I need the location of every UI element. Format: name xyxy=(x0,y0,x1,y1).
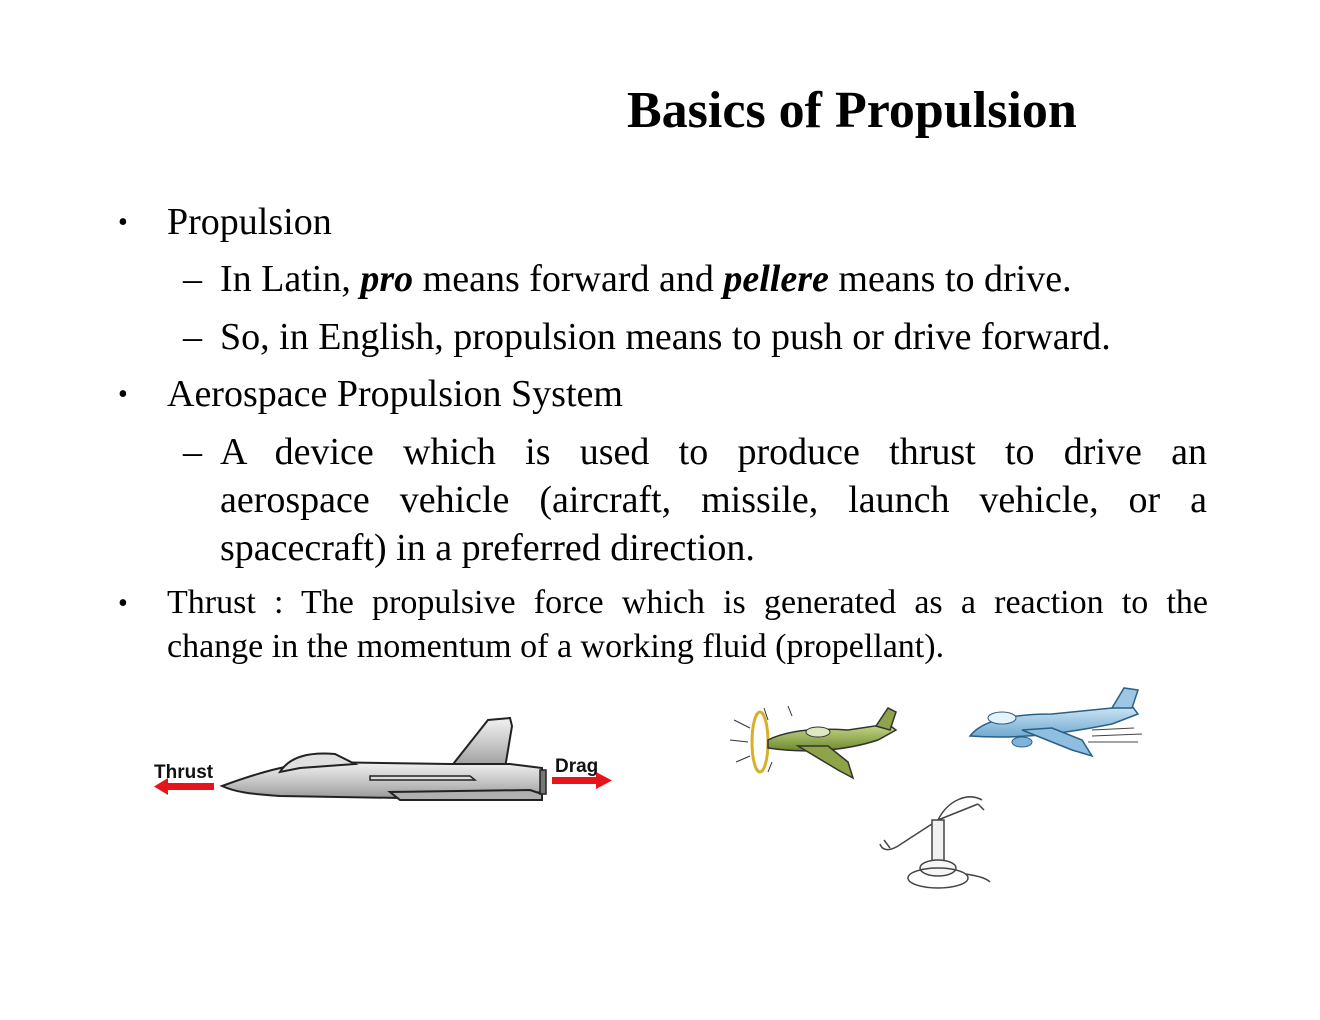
thrust-label: Thrust xyxy=(154,762,214,783)
sub-bullet-device-line2: aerospace vehicle (aircraft, missile, launch vehicle, or a xyxy=(220,479,1207,521)
jet-plane-icon xyxy=(962,684,1147,769)
dash-marker: – xyxy=(183,431,202,473)
bullet-thrust-line1: Thrust : The propulsive force which is generated as a reaction to the xyxy=(167,584,1208,621)
sub-bullet-english: So, in English, propulsion means to push or drive forward. xyxy=(220,316,1111,358)
sub-bullet-device-line3: spacecraft) in a preferred direction. xyxy=(220,527,755,569)
sub-bullet-device-line1: A device which is used to produce thrust to drive an xyxy=(220,431,1207,473)
sub-bullet-latin: In Latin, pro means forward and pellere means to drive. xyxy=(220,258,1072,300)
jet-aircraft-icon xyxy=(150,712,620,812)
helicopter-rotor-icon xyxy=(878,790,993,895)
bullet-propulsion: Propulsion xyxy=(167,201,332,243)
bullet-aerospace-propulsion-system: Aerospace Propulsion System xyxy=(167,373,623,415)
page-title: Basics of Propulsion xyxy=(627,82,1077,139)
bullet-marker: • xyxy=(118,207,128,238)
propeller-plane-icon xyxy=(728,700,908,790)
drag-label: Drag xyxy=(555,756,599,777)
dash-marker: – xyxy=(183,316,202,358)
bullet-marker: • xyxy=(118,379,128,410)
bullet-thrust-line2: change in the momentum of a working fluid (propellant). xyxy=(167,628,945,665)
dash-marker: – xyxy=(183,258,202,300)
bullet-marker: • xyxy=(118,588,128,619)
